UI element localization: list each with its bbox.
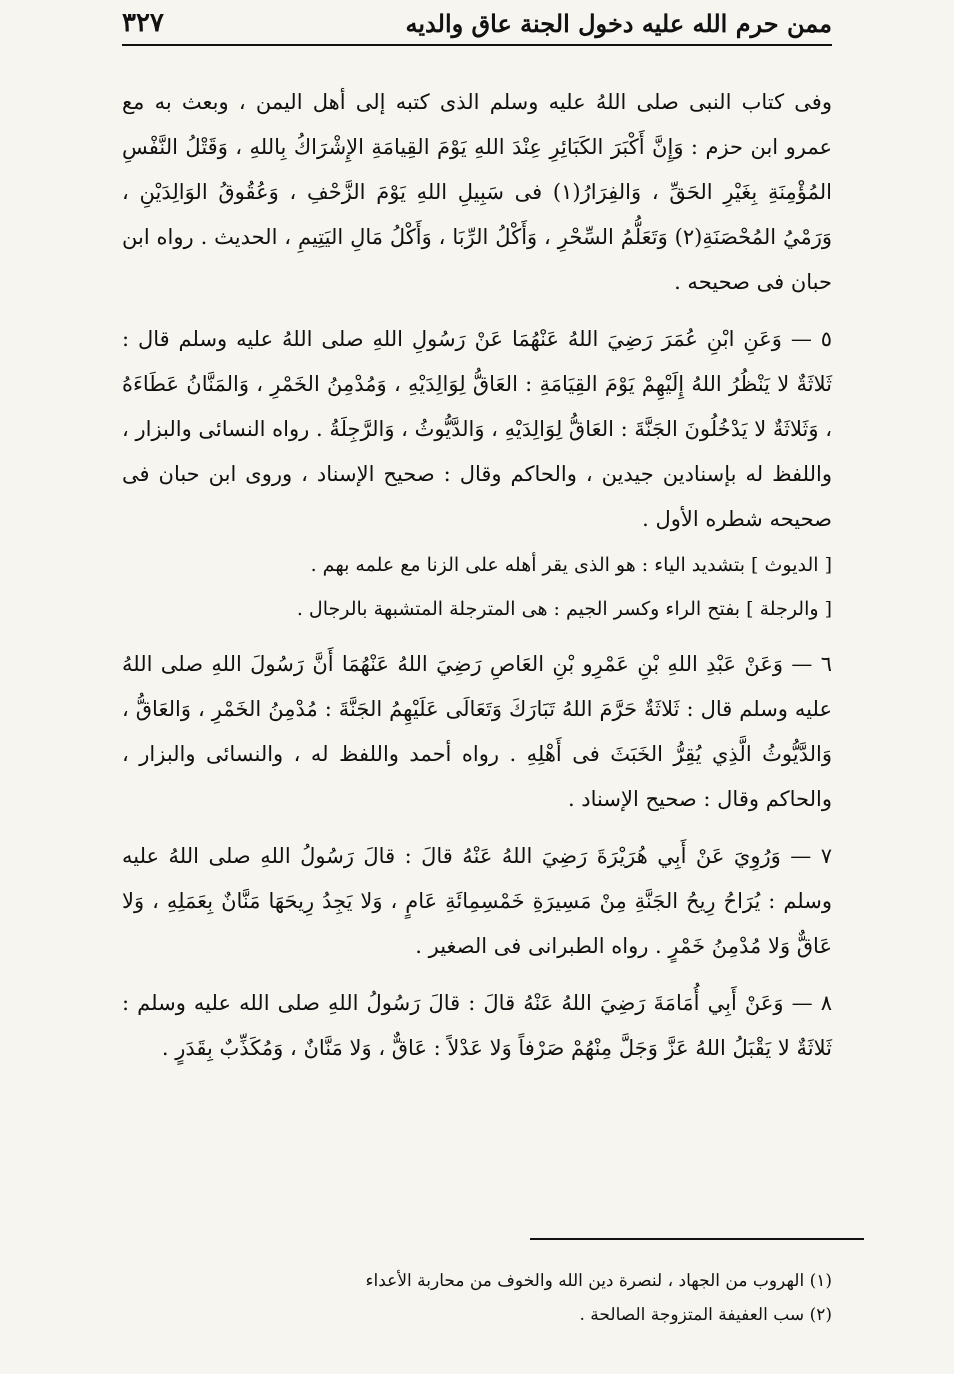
paragraph-intro: وفى كتاب النبى صلى اللهُ عليه وسلم الذى كتبه إلى أهل اليمن ، وبعث به مع عمرو ابن حزم : وَإِنَّ أَكْبَرَ الكَبَائِرِ عِنْدَ اللهِ يَوْمَ القِيامَةِ الإِشْرَاكُ بِاللهِ ، وَقَتْلُ النَّفْسِ المُؤْمِنَةِ بِغَيْرِ الحَقِّ ، وَالفِرَارُ(١) فى سَبِيلِ اللهِ يَوْمَ الزَّحْفِ ، وَعُقُوقُ الوَالِدَيْنِ ، وَرَمْيُ المُحْصَنَةِ(٢) وَتَعَلُّمُ السِّحْرِ ، وَأَكْلُ الرِّبَا ، وَأَكْلُ مَالِ اليَتِيمِ ، الحديث . رواه ابن حبان فى صحيحه . — [122, 90, 833, 294]
hadith-7: ٧ — وَرُوِيَ عَنْ أَبِي هُرَيْرَةَ رَضِيَ اللهُ عَنْهُ قالَ : قالَ رَسُولُ اللهِ صلى اللهُ عليه وسلم : يُرَاحُ رِيحُ الجَنَّةِ مِنْ مَسِيرَةِ خَمْسِمِائَةِ عَامٍ ، وَلا يَجِدُ رِيحَهَا مَنَّانٌ بِعَمَلِهِ ، وَلا عَاقٌّ وَلا مُدْمِنُ خَمْرٍ . رواه الطبرانى فى الصغير . — [122, 844, 832, 958]
hadith-6: ٦ — وَعَنْ عَبْدِ اللهِ بْنِ عَمْرِو بْنِ العَاصِ رَضِيَ اللهُ عَنْهُمَا أَنَّ رَسُولَ اللهِ صلى اللهُ عليه وسلم قال : ثَلاثَةٌ حَرَّمَ اللهُ تَبَارَكَ وَتَعَالَى عَلَيْهِمُ الجَنَّةَ : مُدْمِنُ الخَمْرِ ، وَالعَاقُّ ، وَالدَّيُّوثُ الَّذِي يُقِرُّ الخَبَثَ فى أَهْلِهِ . رواه أحمد واللفظ له ، والنسائى والبزار ، والحاكم وقال : صحيح الإسناد . — [122, 652, 832, 811]
header-rule — [122, 44, 832, 46]
footnote-1: (١) الهروب من الجهاد ، لنصرة دين الله والخوف من محاربة الأعداء — [365, 1271, 832, 1291]
running-title: ممن حرم الله عليه دخول الجنة عاق والديه — [405, 8, 832, 38]
footnotes — [122, 1264, 832, 1332]
gloss-rajila: [ والرجلة ] بفتح الراء وكسر الجيم : هى المترجلة المتشبهة بالرجال . — [296, 598, 832, 620]
footnote-2: (٢) سب العفيفة المتزوجة الصالحة . — [579, 1305, 832, 1325]
gloss-dayyuth: [ الديوث ] بتشديد الياء : هو الذى يقر أهله على الزنا مع علمه بهم . — [310, 554, 832, 576]
main-text — [122, 80, 832, 1083]
hadith-8: ٨ — وَعَنْ أَبِي أُمَامَةَ رَضِيَ اللهُ عَنْهُ قالَ : قالَ رَسُولُ اللهِ صلى الله عليه وسلم : ثَلاثَةٌ لا يَقْبَلُ اللهُ عَزَّ وَجَلَّ مِنْهُمْ صَرْفاً وَلا عَدْلاً : عَاقٌّ ، وَلا مَنَّانٌ ، وَمُكَذِّبٌ بِقَدَرٍ . — [122, 991, 832, 1060]
page-header — [122, 6, 832, 40]
hadith-5: ٥ — وَعَنِ ابْنِ عُمَرَ رَضِيَ اللهُ عَنْهُمَا عَنْ رَسُولِ اللهِ صلى اللهُ عليه وسلم قال : ثَلاثَةٌ لا يَنْظُرُ اللهُ إِلَيْهِمْ يَوْمَ القِيَامَةِ : العَاقُّ لِوَالِدَيْهِ ، وَمُدْمِنُ الخَمْرِ ، وَالمَنَّانُ عَطَاءَهُ ، وَثَلاثَةٌ لا يَدْخُلُونَ الجَنَّةَ : العَاقُّ لِوَالِدَيْهِ ، وَالدَّيُّوثُ ، وَالرَّجِلَةُ . رواه النسائى والبزار ، واللفظ له بإسنادين جيدين ، والحاكم وقال : صحيح الإسناد ، وروى ابن حبان فى صحيحه شطره الأول . — [122, 327, 832, 531]
footnote-rule — [530, 1238, 864, 1240]
page-number: ٣٢٧ — [122, 8, 164, 38]
